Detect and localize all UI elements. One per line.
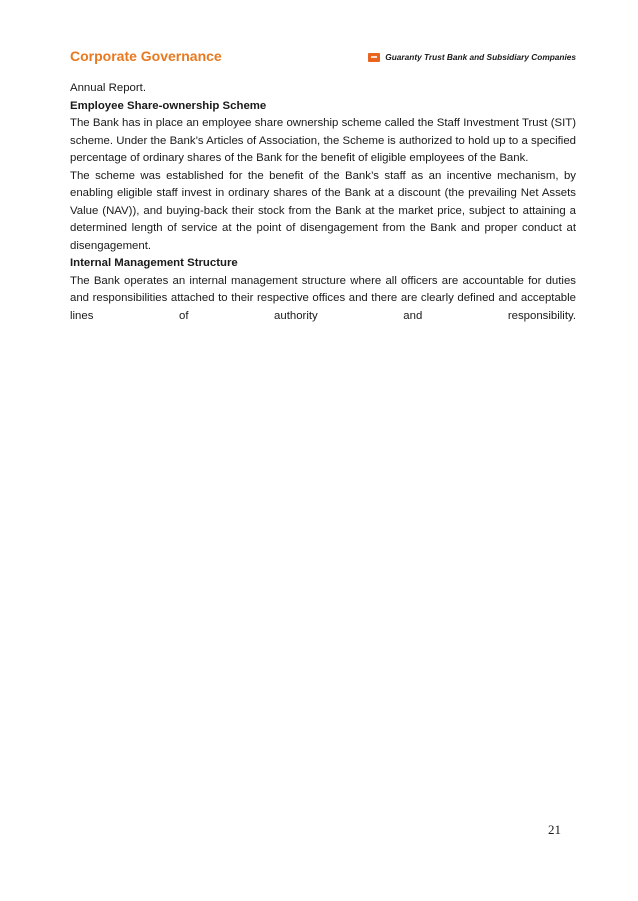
esos-paragraph-1: The Bank has in place an employee share ownership scheme called the Staff Investment Trust (SIT) scheme. Under the Bank’s Articles of Association, the Scheme is authorized to hold up to a specified percentage of ordinary shares of the Bank for the benefit of eligible employees of the Bank. [70,117,576,164]
intro-text: Annual Report. [70,82,146,94]
gtbank-logo-icon [368,53,380,62]
ims-heading: Internal Management Structure [70,257,238,269]
esos-paragraph-2: The scheme was established for the benefit of the Bank’s staff as an incentive mechanism, by enabling eligible staff invest in ordinary shares of the Bank at a discount (the prevailing Net Assets Value (NAV)), and buying-back their stock from the Bank at the market price, subject to attaining a determined length of service at the point of disengagement from the Bank and proper conduct at disengagement. [70,169,576,252]
esos-heading: Employee Share-ownership Scheme [70,99,267,112]
page-header [70,48,576,68]
page-body [70,80,576,325]
company-banner [368,52,576,62]
company-name: Guaranty Trust Bank and Subsidiary Companies [385,52,576,62]
ims-paragraph: The Bank operates an internal management structure where all officers are accountable for duties and responsibilities attached to their respective offices and there are clearly defined and acceptable lines of authority and responsibility. [70,274,576,322]
page-number: 21 [548,822,561,837]
section-title: Corporate Governance [70,48,222,64]
